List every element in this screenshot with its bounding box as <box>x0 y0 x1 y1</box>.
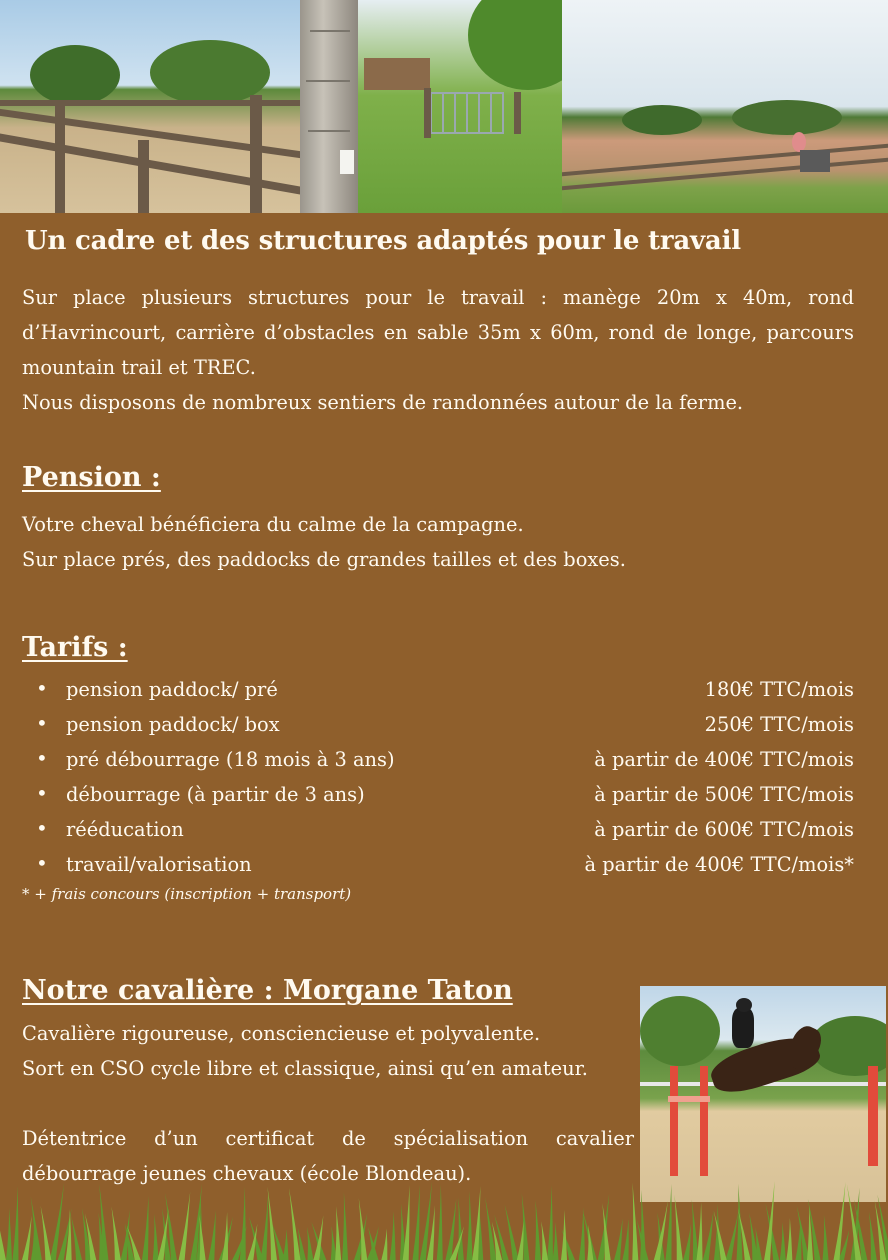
pension-line: Sur place prés, des paddocks de grandes tailles et des boxes. <box>22 548 626 571</box>
tarif-row <box>36 678 854 712</box>
tarifs-heading: Tarifs : <box>22 632 128 663</box>
bullet-icon: • <box>36 851 48 875</box>
photo-field-gate <box>358 0 562 213</box>
tarif-price: à partir de 400€ TTC/mois <box>594 748 854 771</box>
tarif-row <box>36 783 854 817</box>
tarif-label: rééducation <box>66 818 184 841</box>
grass-decoration <box>0 1180 888 1260</box>
tarif-price: 250€ TTC/mois <box>704 713 854 736</box>
photo-rider-jumping <box>640 986 886 1202</box>
tarif-row <box>36 853 854 887</box>
tarif-price: à partir de 600€ TTC/mois <box>594 818 854 841</box>
bullet-icon: • <box>36 746 48 770</box>
tarif-price: à partir de 400€ TTC/mois* <box>584 853 854 876</box>
intro-paragraph-structures: Sur place plusieurs structures pour le travail : manège 20m x 40m, rond d’Havrincourt, carrière d’obstacles en sable 35m x 60m, rond de longe, parcours mountain trail et TREC. <box>22 286 854 379</box>
bullet-icon: • <box>36 816 48 840</box>
intro-paragraph-sentiers: Nous disposons de nombreux sentiers de randonnées autour de la ferme. <box>22 391 744 414</box>
cavaliere-line: Cavalière rigoureuse, consciencieuse et polyvalente. <box>22 1022 541 1045</box>
bullet-icon: • <box>36 781 48 805</box>
tarif-price: 180€ TTC/mois <box>704 678 854 701</box>
photo-paddock-fence <box>0 0 300 213</box>
page-title: Un cadre et des structures adaptés pour le travail <box>25 226 741 256</box>
tarif-row <box>36 818 854 852</box>
photo-arena <box>562 0 888 213</box>
cavaliere-heading: Notre cavalière : Morgane Taton <box>22 975 513 1006</box>
tarif-label: pré débourrage (18 mois à 3 ans) <box>66 748 395 771</box>
tarif-label: pension paddock/ pré <box>66 678 278 701</box>
cavaliere-line: Détentrice d’un certificat de spécialisation cavalier débourrage jeunes chevaux (école Blondeau). <box>22 1127 634 1185</box>
tarif-footnote: * + frais concours (inscription + transport) <box>22 885 352 903</box>
photo-strip <box>0 0 888 213</box>
tarif-price: à partir de 500€ TTC/mois <box>594 783 854 806</box>
tarif-label: débourrage (à partir de 3 ans) <box>66 783 365 806</box>
tarif-label: pension paddock/ box <box>66 713 280 736</box>
tarif-label: travail/valorisation <box>66 853 252 876</box>
pension-heading: Pension : <box>22 462 161 493</box>
bullet-icon: • <box>36 711 48 735</box>
bullet-icon: • <box>36 676 48 700</box>
pension-line: Votre cheval bénéficiera du calme de la campagne. <box>22 513 524 536</box>
cavaliere-line: Sort en CSO cycle libre et classique, ainsi qu’en amateur. <box>22 1057 588 1080</box>
photo-stone-pillar <box>300 0 358 213</box>
tarif-row <box>36 748 854 782</box>
tarif-row <box>36 713 854 747</box>
